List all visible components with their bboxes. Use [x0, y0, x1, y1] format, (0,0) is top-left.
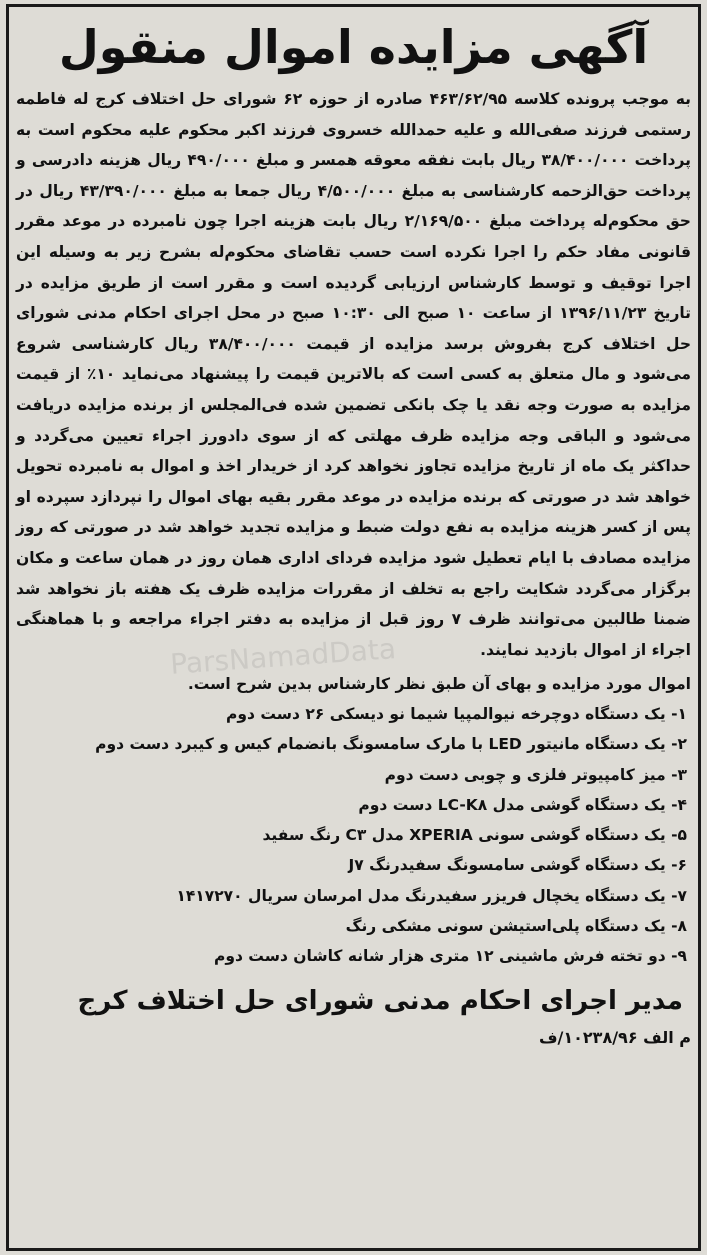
list-item: ۲- یک دستگاه مانیتور LED با مارک سامسونگ بانضمام کیس و کیبرد دست دوم — [95, 735, 687, 754]
notice-body: به موجب پرونده کلاسه ۴۶۳/۶۲/۹۵ صادره از حوزه ۶۲ شورای حل اختلاف کرج له فاطمه رستمی فرزند صفی‌الله و علیه حمدالله خسروی فرزند اکبر محکوم علیه محکوم است به پرداخت ۳۸/۴۰۰/۰۰۰ ریال بابت نفقه معوقه همسر و مبلغ ۴۹۰/۰۰۰ ریال هزینه دادرسی و پرداخت حق‌الزحمه کارشناسی به مبلغ ۴/۵۰۰/۰۰۰ ریال جمعا به مبلغ ۴۳/۳۹۰/۰۰۰ ریال در حق محکوم‌له پرداخت مبلغ ۲/۱۶۹/۵۰۰ ریال بابت هزینه اجرا چون نامبرده در موعد مقرر قانونی مفاد حکم را اجرا نکرده است حسب تقاضای محکوم‌له بشرح زیر به وسیله این اجرا توقیف و توسط کارشناس ارزیابی گردیده است و مقرر است از طریق مزایده در تاریخ ۱۳۹۶/۱۱/۲۳ از ساعت ۱۰ صبح الی ۱۰:۳۰ صبح در محل اجرای احکام مدنی شورای حل اختلاف کرج بفروش برسد مزایده از قیمت ۳۸/۴۰۰/۰۰۰ ریال کارشناسی شروع می‌شود و مال متعلق به کسی است که بالاترین قیمت را پیشنهاد می‌نماید ۱۰٪ از قیمت مزایده به صورت وجه نقد یا چک بانکی تضمین شده فی‌المجلس از برنده مزایده دریافت می‌شود و الباقی وجه مزایده ظرف مهلتی که از سوی دادورز اجراء تعیین می‌گردد و حداکثر یک ماه از تاریخ مزایده تجاوز نخواهد کرد از خریدار اخذ و اموال به نامبرده تحویل خواهد شد در صورتی که برنده مزایده در موعد مقرر بقیه بهای اموال را نپردازد سپرده او پس از کسر هزینه مزایده به نفع دولت ضبط و مزایده تجدید خواهد شد در صورتی که روز مزایده مصادف با ایام تعطیل شود مزایده فردای اداری همان روز در همان ساعت و مکان برگزار می‌گردد شکایت راجع به تخلف از مقررات مزایده ظرف یک هفته باز نخواهد شد ضمنا طالبین می‌توانند ظرف ۷ روز قبل از مزایده به دفتر اجراء مراجعه و با هماهنگی اجراء از اموال بازدید نمایند. — [16, 90, 692, 659]
watermark: ParsNamadData — [169, 632, 397, 681]
auction-notice — [16, 10, 691, 1053]
list-item: ۷- یک دستگاه یخچال فریزر سفیدرنگ مدل امرسان سریال ۱۴۱۷۲۷۰ — [176, 886, 687, 905]
list-item: ۹- دو تخته فرش ماشینی ۱۲ متری هزار شانه کاشان دست دوم — [213, 946, 687, 965]
notice-title: آگهی مزایده اموال منقول — [58, 20, 649, 74]
list-item: ۱- یک دستگاه دوچرخه نیوالمپیا شیما نو دیسکی ۲۶ دست دوم — [226, 705, 687, 724]
auction-items-list — [16, 699, 691, 971]
list-item: ۸- یک دستگاه پلی‌استیشن سونی مشکی رنگ — [345, 916, 687, 935]
list-item: ۳- میز کامپیوتر فلزی و چوبی دست دوم — [384, 765, 687, 784]
list-item: ۴- یک دستگاه گوشی مدل LC-K۸ دست دوم — [358, 795, 687, 814]
list-item: ۶- یک دستگاه گوشی سامسونگ سفیدرنگ J۷ — [348, 856, 687, 875]
signature: مدیر اجرای احکام مدنی شورای حل اختلاف کرج — [77, 986, 683, 1017]
list-item: ۵- یک دستگاه گوشی سونی XPERIA مدل C۳ رنگ سفید — [262, 826, 687, 845]
reference-number: م الف ۱۰۲۳۸/۹۶/ف — [538, 1028, 691, 1048]
items-intro: اموال مورد مزایده و بهای آن طبق نظر کارشناس بدین شرح است. — [187, 675, 691, 694]
